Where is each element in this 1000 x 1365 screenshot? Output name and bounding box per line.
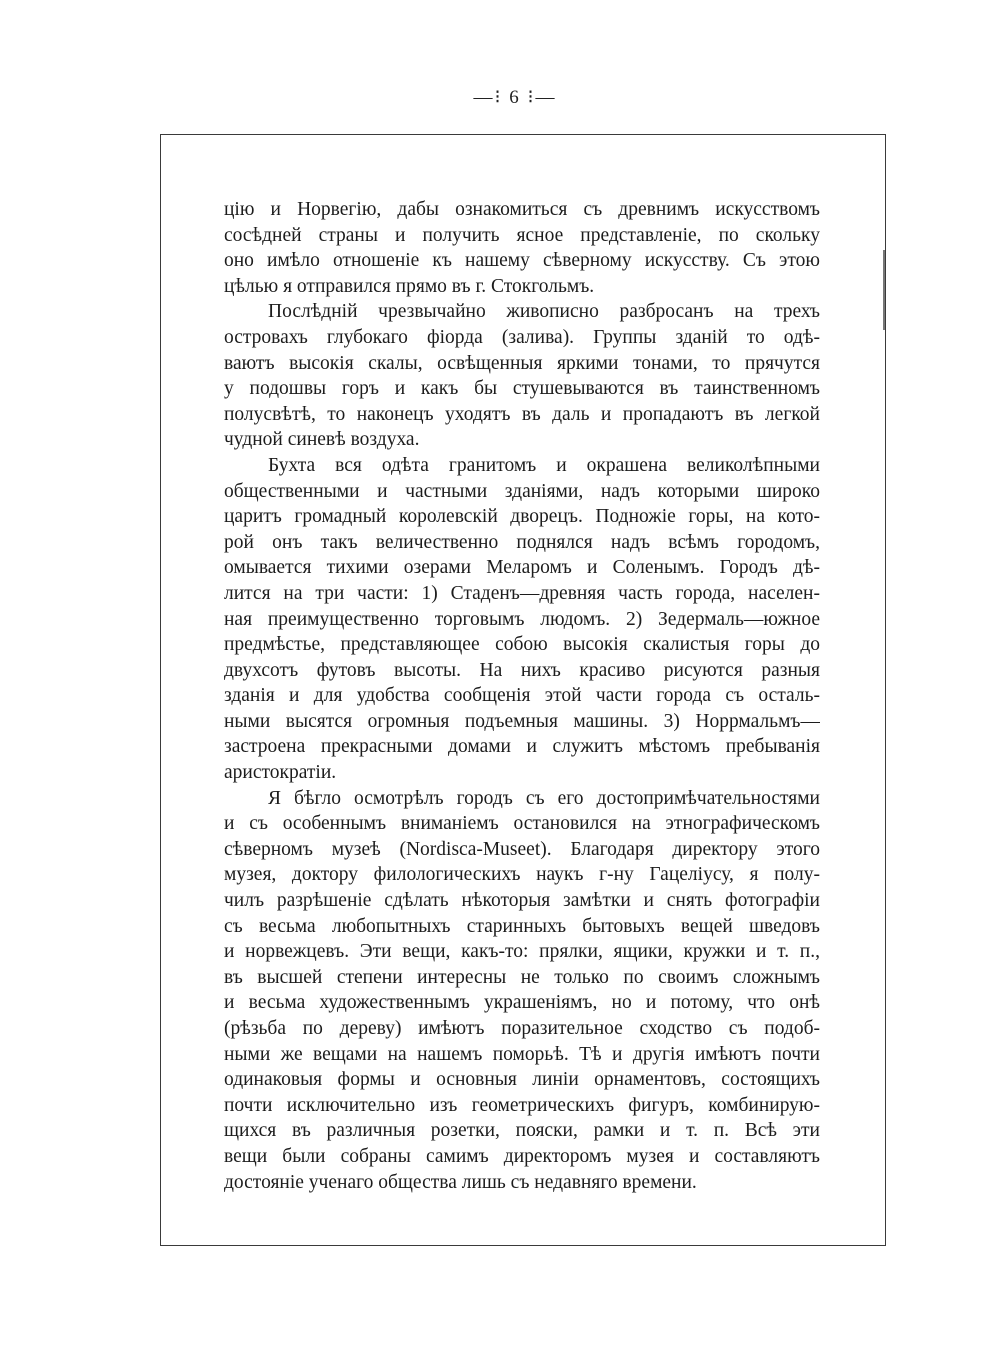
text-line: и весьма художественнымъ украшеніямъ, но и потому, что онѣ (224, 992, 820, 1014)
text-line: чудной синевѣ воздуха. (224, 429, 420, 451)
text-line: царитъ громадный королевскій дворецъ. Подножіе горы, на кото- (224, 506, 820, 528)
text-line: лится на три части: 1) Стаденъ—древняя часть города, населен- (224, 582, 820, 604)
body-text (224, 197, 820, 1195)
text-line: (рѣзьба по дереву) имѣютъ поразительное сходство съ подоб- (224, 1018, 820, 1039)
text-line: сѣверномъ музеѣ (Nordisca-Museet). Благодаря директору этого (224, 838, 820, 860)
text-line: цію и Норвегію, дабы ознакомиться съ древнимъ искусствомъ (224, 199, 820, 220)
text-line: одинаковыя формы и основныя линіи орнаментовъ, состоящихъ (224, 1069, 820, 1091)
text-line: вещи были собраны самимъ директоромъ музея и составляютъ (224, 1145, 820, 1167)
text-line: ваютъ высокія скалы, освѣщенныя яркими тонами, то прячутся (224, 352, 820, 374)
text-line: полусвѣтѣ, то наконецъ уходятъ въ даль и пропадаютъ въ легкой (224, 403, 820, 425)
text-line: застроена прекрасными домами и служитъ мѣстомъ пребыванія (224, 736, 820, 758)
text-line: аристократіи. (224, 762, 337, 784)
text-line: Я бѣгло осмотрѣлъ городъ съ его достопримѣчательностями (268, 787, 820, 809)
text-line: почти исключительно изъ геометрическихъ фигуръ, комбинирую- (224, 1094, 820, 1116)
text-line: оно имѣло отношеніе къ нашему сѣверному искусству. Съ этою (224, 250, 820, 272)
text-line: ными высятся огромныя подъемныя машины. 3) Норрмальмъ— (224, 710, 820, 732)
paragraph (224, 197, 820, 299)
paragraph (224, 299, 820, 453)
text-line: и норвежцевъ. Эти вещи, какъ-то: прялки, ящики, кружки и т. п., (224, 941, 820, 963)
text-line: предмѣстье, представляющее собою высокія скалистыя горы до (224, 634, 820, 656)
text-line: ная преимущественно торговымъ людомъ. 2) Зедермаль—южное (224, 608, 820, 630)
text-line: Бухта вся одѣта гранитомъ и окрашена великолѣпными (268, 454, 820, 476)
text-line: рой онъ такъ величественно поднялся надъ всѣмъ городомъ, (224, 531, 820, 553)
text-line: зданія и для удобства сообщенія этой части города съ осталь- (224, 685, 820, 707)
text-line: музея, доктору филологическихъ наукъ г-ну Гацеліусу, я полу- (224, 864, 820, 886)
text-line: общественными и частными зданіями, надъ которыми широко (224, 480, 820, 502)
text-line: омывается тихими озерами Меларомъ и Соленымъ. Городъ дѣ- (224, 557, 820, 579)
paragraph (224, 786, 820, 1196)
paragraph (224, 453, 820, 786)
text-line: и съ особеннымъ вниманіемъ остановился на этнографическомъ (224, 813, 820, 835)
text-line: двухсотъ футовъ высоты. На нихъ красиво рисуются разныя (224, 659, 820, 681)
text-line: съ весьма любопытныхъ старинныхъ бытовыхъ вещей шведовъ (224, 915, 820, 937)
text-line: въ высшей степени интересны не только по своимъ сложнымъ (224, 966, 820, 988)
frame-mark (883, 250, 885, 330)
text-line: чилъ разрѣшеніе сдѣлать нѣкоторыя замѣтки и снять фотографіи (224, 890, 820, 912)
text-line: щихся въ различныя розетки, пояски, рамки и т. п. Всѣ эти (224, 1120, 820, 1142)
text-line: островахъ глубокаго фіорда (залива). Группы зданій то одѣ- (224, 326, 820, 348)
text-line: Послѣдній чрезвычайно живописно разбросанъ на трехъ (268, 301, 820, 323)
text-line: цѣлью я отправился прямо въ г. Стокгольмъ. (224, 275, 595, 297)
text-line: у подошвы горъ и какъ бы стушевываются въ таинственномъ (224, 378, 820, 400)
text-line: сосѣдней страны и получить ясное представленіе, по скольку (224, 224, 820, 246)
text-line: достояніе ученаго общества лишь съ недавняго времени. (224, 1171, 697, 1193)
page-number: —⁝ 6 ⁝— (473, 87, 557, 108)
text-line: ными же вещами на нашемъ поморьѣ. Тѣ и другія имѣютъ почти (224, 1043, 820, 1065)
